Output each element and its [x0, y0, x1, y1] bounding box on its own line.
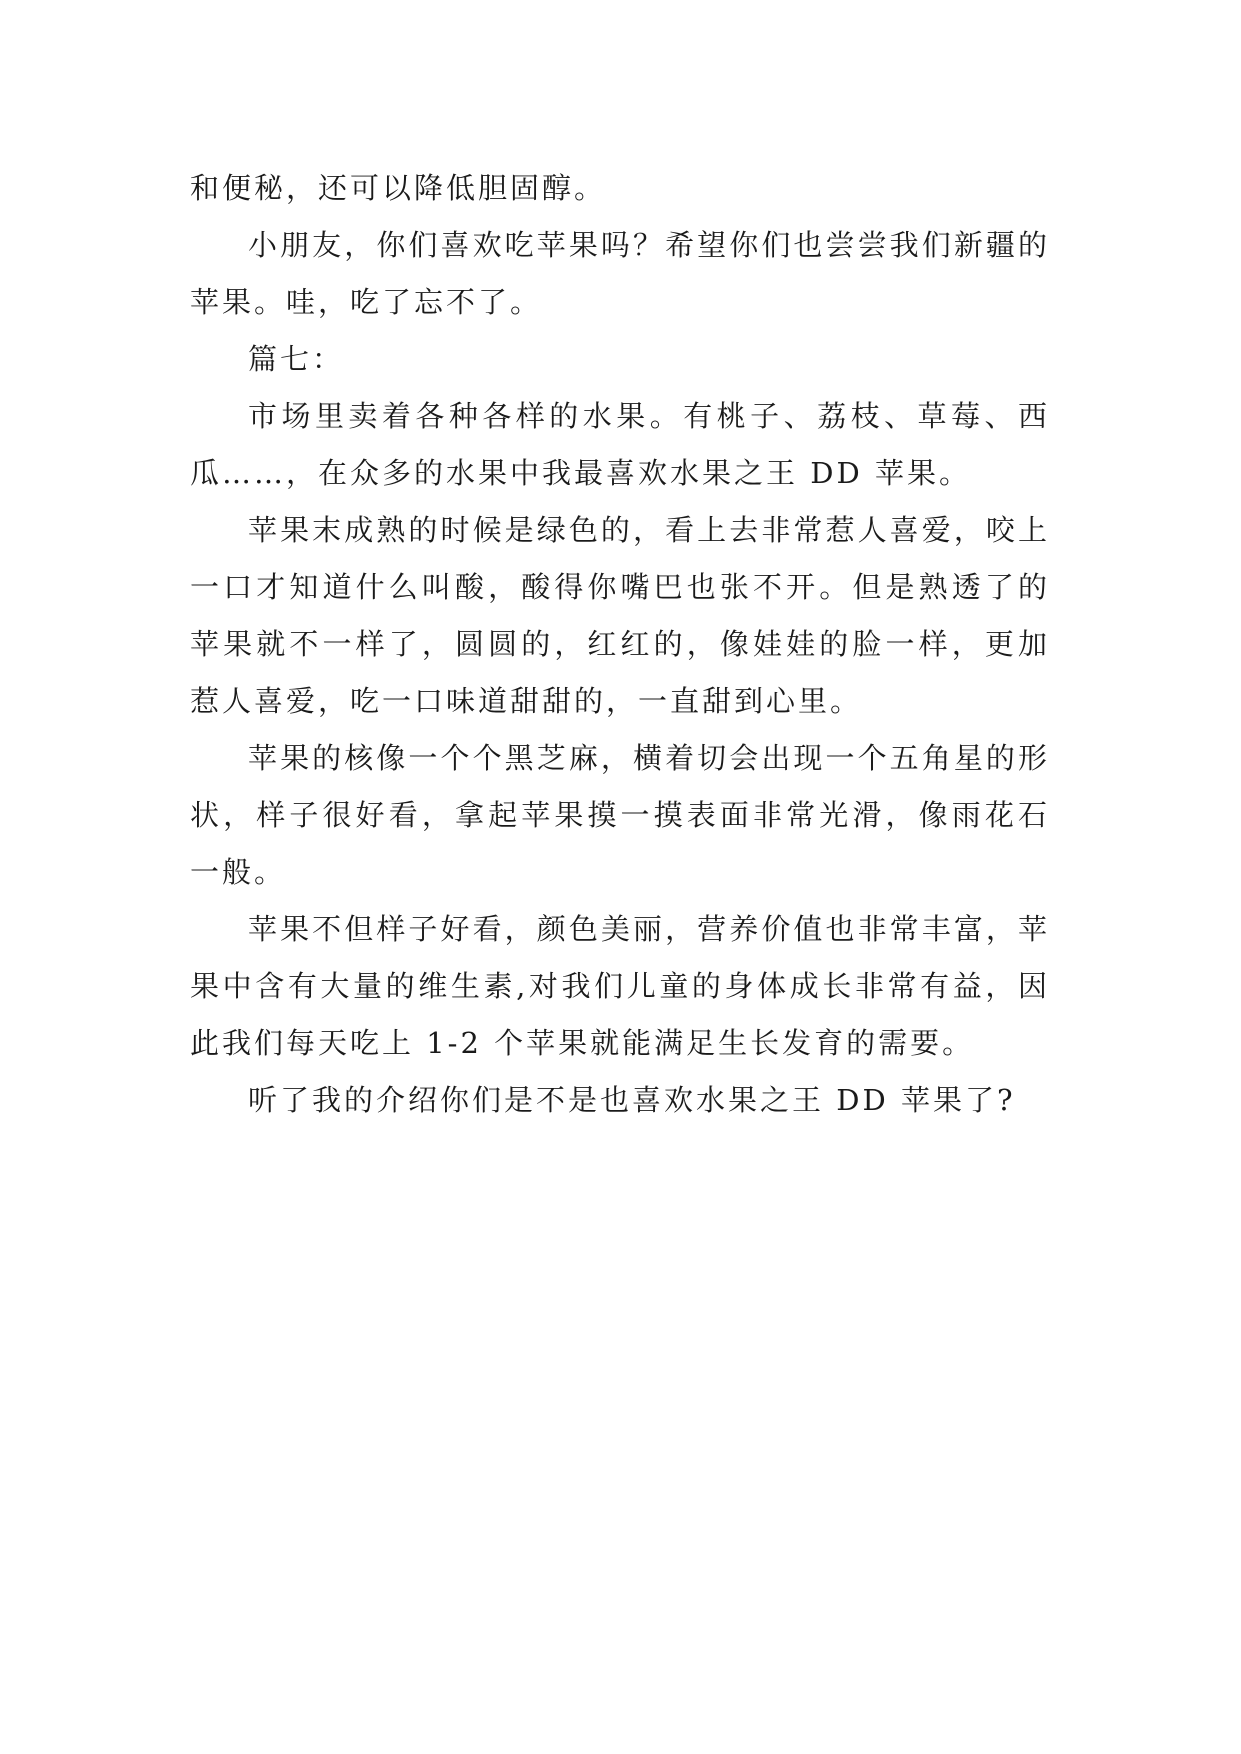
paragraph: 苹果不但样子好看，颜色美丽，营养价值也非常丰富，苹果中含有大量的维生素,对我们儿童的身体成长非常有益，因此我们每天吃上 1-2 个苹果就能满足生长发育的需要。 — [190, 912, 1050, 1060]
section-heading: 篇七： — [248, 342, 345, 376]
paragraph: 听了我的介绍你们是不是也喜欢水果之王 DD 苹果了? — [248, 1083, 1016, 1117]
paragraph-continuation: 和便秘，还可以降低胆固醇。 — [190, 171, 607, 205]
paragraph: 小朋友，你们喜欢吃苹果吗？希望你们也尝尝我们新疆的苹果。哇，吃了忘不了。 — [190, 228, 1050, 319]
document-body — [190, 160, 1050, 1129]
paragraph: 苹果末成熟的时候是绿色的，看上去非常惹人喜爱，咬上一口才知道什么叫酸，酸得你嘴巴也张不开。但是熟透了的苹果就不一样了，圆圆的，红红的，像娃娃的脸一样，更加惹人喜爱，吃一口味道甜甜的，一直甜到心里。 — [190, 513, 1050, 718]
paragraph: 市场里卖着各种各样的水果。有桃子、荔枝、草莓、西瓜……，在众多的水果中我最喜欢水果之王 DD 苹果。 — [190, 399, 1050, 490]
paragraph: 苹果的核像一个个黑芝麻，横着切会出现一个五角星的形状，样子很好看，拿起苹果摸一摸表面非常光滑，像雨花石一般。 — [190, 741, 1050, 889]
